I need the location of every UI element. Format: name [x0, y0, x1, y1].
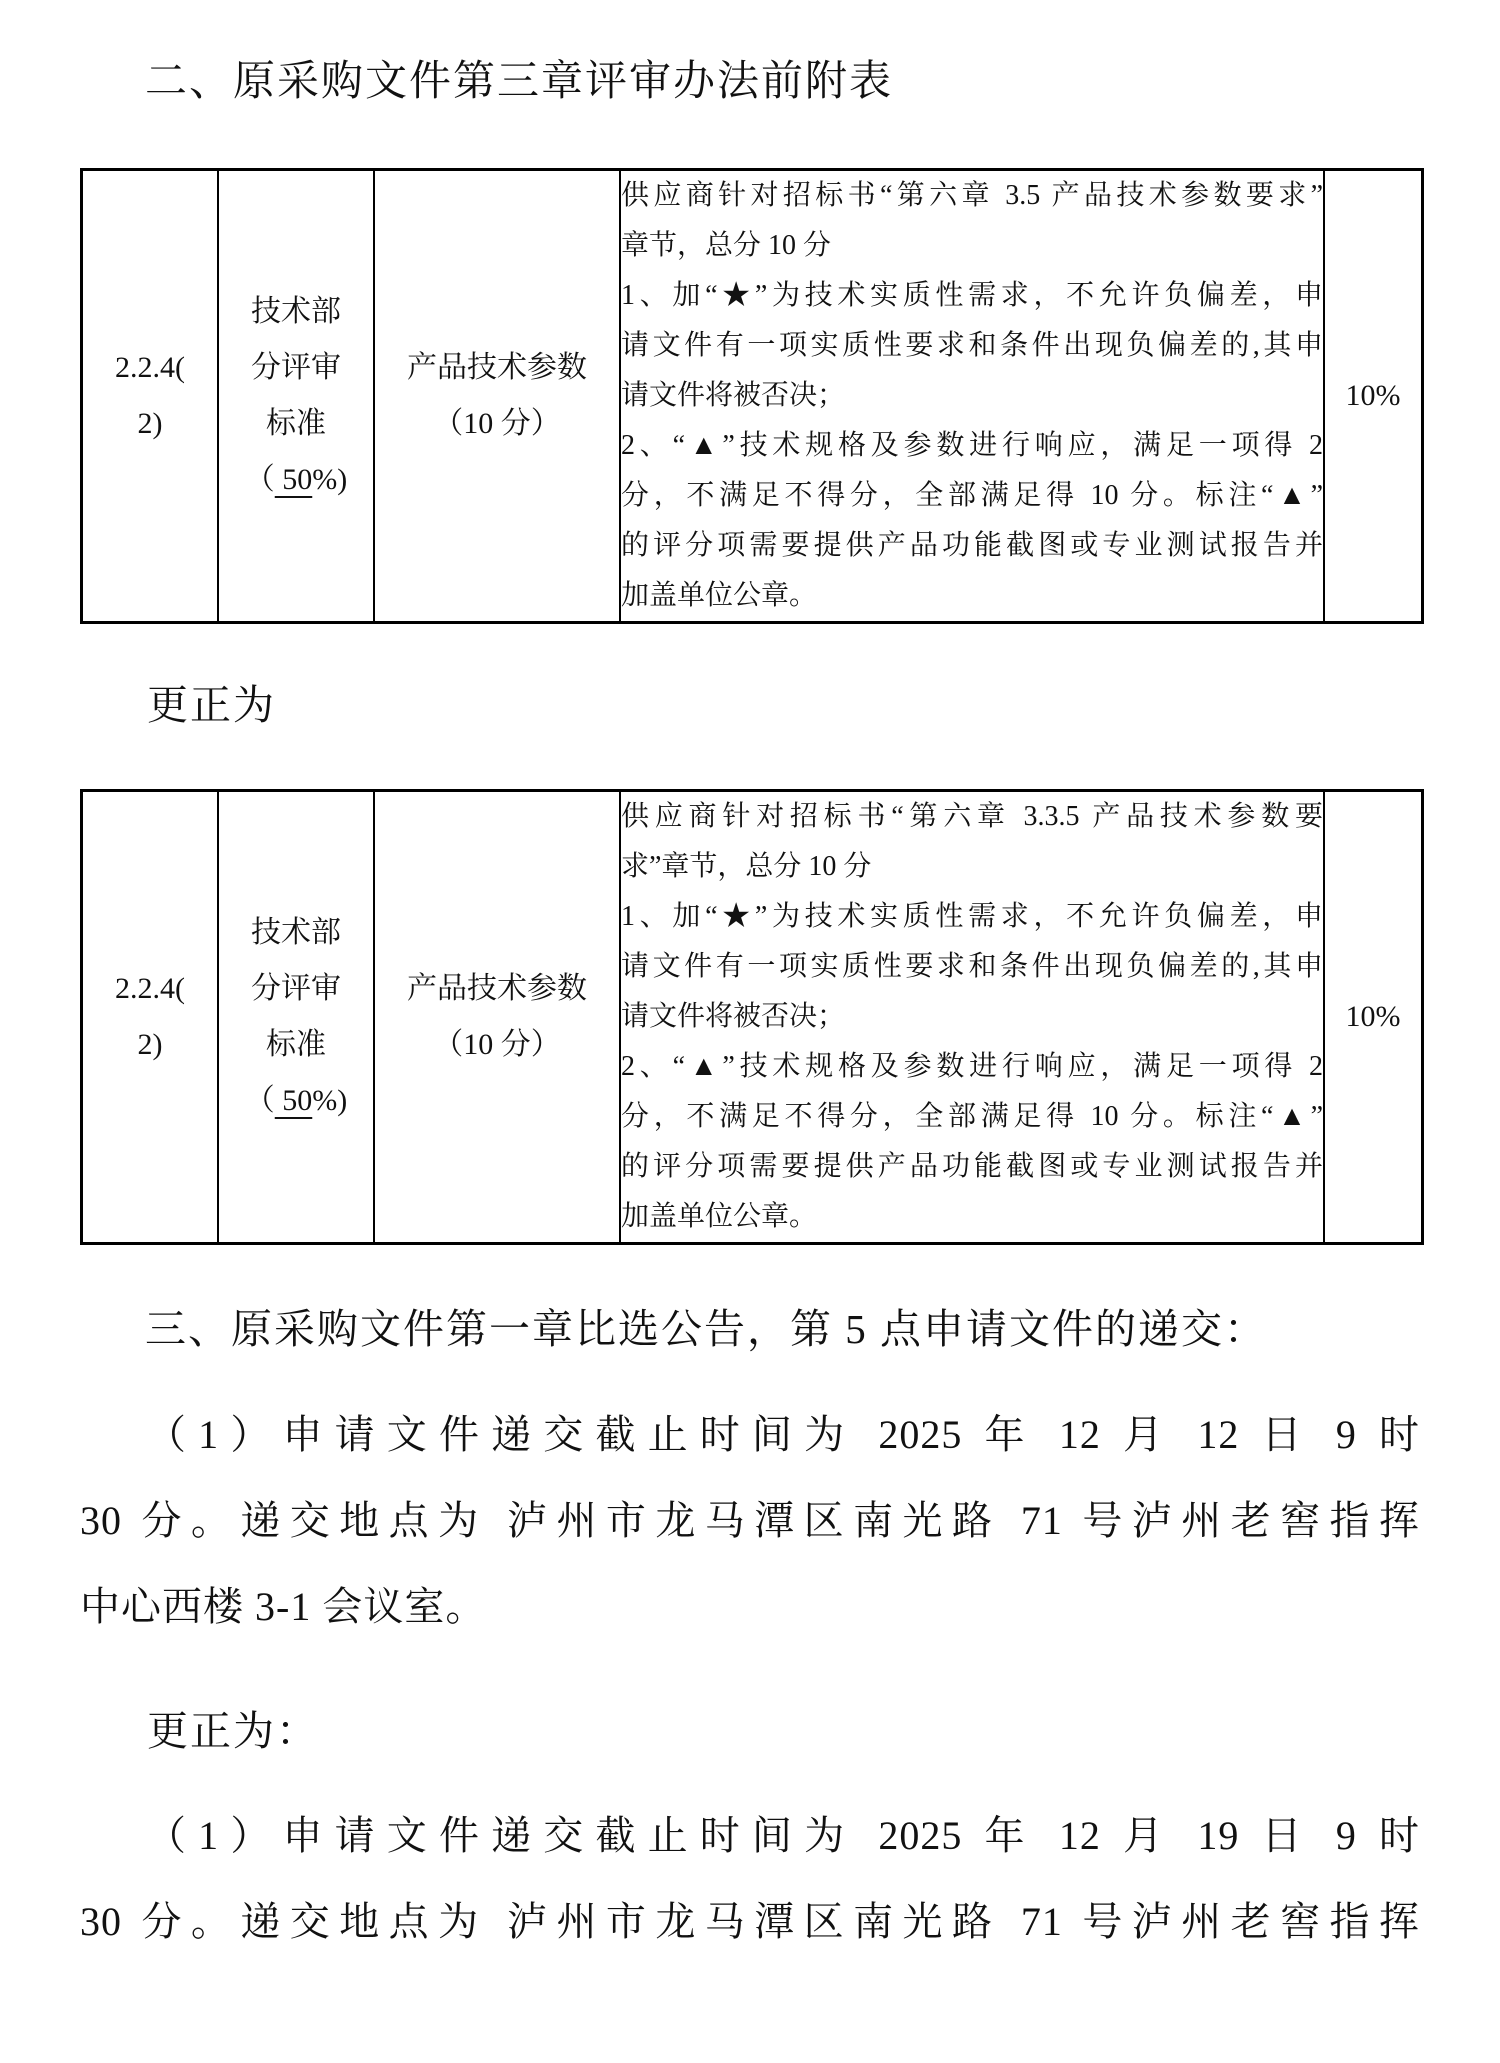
- detail-line: 加盖单位公章。: [621, 1200, 818, 1232]
- detail-line: 分，不满足不得分，全部满足得 10 分。标注“▲”: [621, 479, 1323, 511]
- detail-cell: [620, 169, 1324, 622]
- weight-cell: 10%: [1324, 790, 1423, 1243]
- underlined-percentage: 50: [274, 1083, 313, 1117]
- detail-line: 章节，总分 10 分: [621, 229, 832, 261]
- detail-line: 供应商针对招标书“第六章 3.3.5 产品技术参数要: [621, 800, 1323, 832]
- category-line: 技术部: [251, 294, 341, 328]
- detail-line: 请文件将被否决；: [621, 1000, 846, 1032]
- item-no-line: 2.2.4(: [115, 350, 185, 384]
- detail-line: 请文件有一项实质性要求和条件出现负偏差的,其申: [621, 950, 1323, 982]
- underlined-percentage: 50: [274, 462, 313, 496]
- weight-cell: 10%: [1324, 169, 1423, 622]
- category-percentage: （ 50%): [244, 1083, 348, 1117]
- paragraph-line: 30 分。递交地点为 泸州市龙马潭区南光路 71 号泸州老窖指挥: [80, 1898, 1420, 1944]
- detail-line: 1、加“★”为技术实质性需求，不允许负偏差，申: [621, 900, 1323, 932]
- table-row: [82, 790, 1423, 1243]
- category-cell: [218, 169, 374, 622]
- criteria-cell: [374, 790, 620, 1243]
- category-line: 分评审: [251, 971, 341, 1005]
- category-line: 标准: [266, 406, 326, 440]
- category-line: 技术部: [251, 915, 341, 949]
- detail-line: 2、“▲”技术规格及参数进行响应，满足一项得 2: [621, 429, 1323, 461]
- section3-heading: 三、原采购文件第一章比选公告，第 5 点申请文件的递交：: [145, 1305, 1267, 1352]
- category-percentage: （ 50%): [244, 462, 348, 496]
- detail-line: 的评分项需要提供产品功能截图或专业测试报告并: [621, 529, 1323, 561]
- paragraph-line: （1）申请文件递交截止时间为 2025 年 12 月 12 日 9 时: [146, 1411, 1420, 1457]
- table-row: [82, 169, 1423, 622]
- correction-label-table: 更正为: [147, 681, 276, 728]
- criteria-line: （10 分）: [433, 1027, 561, 1061]
- review-table-original: [80, 168, 1424, 624]
- item-no-cell: [82, 169, 219, 622]
- item-no-line: 2): [137, 1027, 163, 1061]
- detail-line: 请文件将被否决；: [621, 379, 846, 411]
- detail-line: 分，不满足不得分，全部满足得 10 分。标注“▲”: [621, 1100, 1323, 1132]
- correction-label-paragraph: 更正为：: [147, 1707, 319, 1754]
- item-no-line: 2.2.4(: [115, 971, 185, 1005]
- original-submission-paragraph: [80, 1392, 1420, 1650]
- detail-line: 1、加“★”为技术实质性需求，不允许负偏差，申: [621, 279, 1323, 311]
- detail-line: 请文件有一项实质性要求和条件出现负偏差的,其申: [621, 329, 1323, 361]
- criteria-line: 产品技术参数: [407, 971, 587, 1005]
- category-cell: [218, 790, 374, 1243]
- detail-line: 加盖单位公章。: [621, 579, 818, 611]
- review-table-corrected: [80, 789, 1424, 1245]
- detail-cell: [620, 790, 1324, 1243]
- detail-line: 求”章节，总分 10 分: [621, 850, 872, 882]
- category-line: 分评审: [251, 350, 341, 384]
- detail-line: 的评分项需要提供产品功能截图或专业测试报告并: [621, 1150, 1323, 1182]
- item-no-cell: [82, 790, 219, 1243]
- paragraph-line: 30 分。递交地点为 泸州市龙马潭区南光路 71 号泸州老窖指挥: [80, 1497, 1420, 1543]
- item-no-line: 2): [137, 406, 163, 440]
- detail-line: 供应商针对招标书“第六章 3.5 产品技术参数要求”: [621, 179, 1323, 211]
- criteria-cell: [374, 169, 620, 622]
- paragraph-line: 中心西楼 3-1 会议室。: [80, 1583, 487, 1629]
- category-line: 标准: [266, 1027, 326, 1061]
- criteria-line: 产品技术参数: [407, 350, 587, 384]
- paragraph-line: （1）申请文件递交截止时间为 2025 年 12 月 19 日 9 时: [146, 1812, 1420, 1858]
- criteria-line: （10 分）: [433, 406, 561, 440]
- corrected-submission-paragraph: [80, 1793, 1420, 1965]
- section2-heading: 二、原采购文件第三章评审办法前附表: [145, 59, 894, 105]
- detail-line: 2、“▲”技术规格及参数进行响应，满足一项得 2: [621, 1050, 1323, 1082]
